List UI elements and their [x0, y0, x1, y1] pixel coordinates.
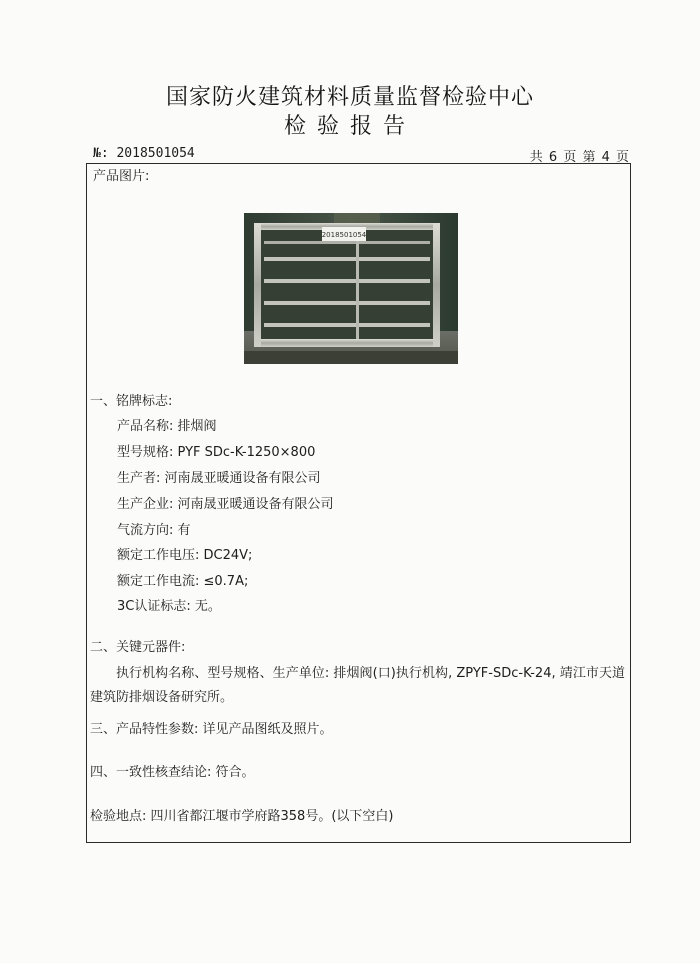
- product-photo-label: 产品图片:: [93, 169, 150, 184]
- report-number: №: 2018501054: [93, 146, 195, 161]
- field-3c-mark: 3C认证标志: 无。: [117, 599, 221, 614]
- page-indicator: 共 6 页 第 4 页: [529, 150, 630, 165]
- nameplate-heading: 一、铭牌标志:: [90, 394, 173, 409]
- report-title-institution: 国家防火建筑材料质量监督检验中心: [165, 85, 534, 110]
- components-heading: 二、关键元器件:: [90, 640, 186, 655]
- field-manufacturer: 生产企业: 河南晟亚暖通设备有限公司: [117, 497, 334, 512]
- field-airflow-direction: 气流方向: 有: [117, 523, 191, 538]
- components-detail: 执行机构名称、型号规格、生产单位: 排烟阀(口)执行机构, ZPYF-SDc-K-24, 靖江市天道建筑防排烟设备研究所。: [90, 666, 625, 705]
- field-producer: 生产者: 河南晟亚暖通设备有限公司: [117, 471, 321, 486]
- product-photo: [244, 213, 458, 364]
- inspection-location: 检验地点: 四川省都江堰市学府路358号。(以下空白): [90, 809, 394, 824]
- field-product-name: 产品名称: 排烟阀: [117, 419, 217, 434]
- field-model-spec: 型号规格: PYF SDc-K-1250×800: [117, 445, 316, 460]
- characteristics-line: 三、产品特性参数: 详见产品图纸及照片。: [90, 722, 333, 737]
- report-title-type: 检验报告: [283, 114, 416, 139]
- consistency-line: 四、一致性核查结论: 符合。: [90, 765, 255, 780]
- photo-sample-tag: 2018501054: [321, 231, 367, 239]
- field-rated-current: 额定工作电流: ≤0.7A;: [117, 574, 249, 589]
- field-rated-voltage: 额定工作电压: DC24V;: [117, 548, 253, 563]
